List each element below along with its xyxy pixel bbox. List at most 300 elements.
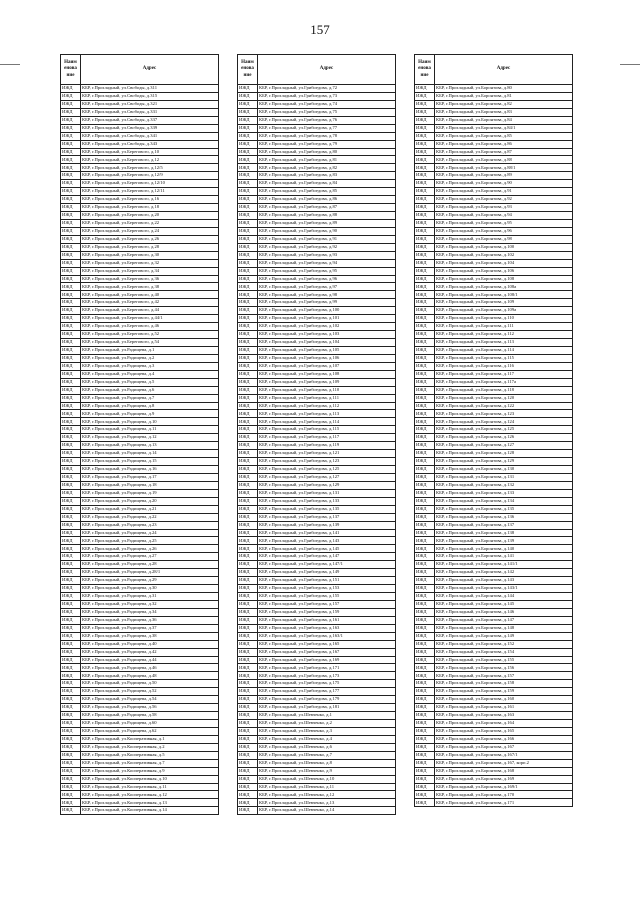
object-type-cell: ИЖД bbox=[238, 513, 258, 521]
table-row bbox=[238, 608, 396, 616]
object-type-cell: ИЖД bbox=[238, 267, 258, 275]
object-type-cell: ИЖД bbox=[415, 100, 435, 108]
table-row bbox=[238, 442, 396, 450]
table-row bbox=[61, 85, 219, 93]
object-type-cell: ИЖД bbox=[415, 315, 435, 323]
object-type-cell: ИЖД bbox=[61, 394, 81, 402]
object-type-cell: ИЖД bbox=[415, 767, 435, 775]
object-type-cell: ИЖД bbox=[415, 410, 435, 418]
table-row bbox=[415, 251, 573, 259]
object-type-cell: ИЖД bbox=[61, 505, 81, 513]
address-cell: КБР, г.Прохладный, ул.Грибоедова, д.99 bbox=[258, 299, 396, 307]
table-row bbox=[238, 450, 396, 458]
address-cell: КБР, г.Прохладный, ул.Грибоедова, д.78 bbox=[258, 132, 396, 140]
table-row bbox=[61, 386, 219, 394]
address-cell: КБР, г.Прохладный, ул.Грибоедова, д.153 bbox=[258, 585, 396, 593]
table-row bbox=[61, 251, 219, 259]
table-row bbox=[61, 696, 219, 704]
table-row bbox=[238, 219, 396, 227]
address-cell: КБР, г.Прохладный, ул.Грибоедова, д.79 bbox=[258, 140, 396, 148]
table-row bbox=[415, 529, 573, 537]
address-cell: КБР, г.Прохладный, ул.Боронтова, д.152 bbox=[435, 640, 573, 648]
address-cell: КБР, г.Прохладный, ул.Радищева, д.1 bbox=[81, 346, 219, 354]
object-type-cell: ИЖД bbox=[415, 283, 435, 291]
table-row bbox=[61, 458, 219, 466]
object-type-cell: ИЖД bbox=[415, 124, 435, 132]
address-cell: КБР, г.Прохладный, ул.Свободы, д.321 bbox=[81, 100, 219, 108]
object-type-cell: ИЖД bbox=[238, 505, 258, 513]
address-cell: КБР, г.Прохладный, ул.Берегового, д.42 bbox=[81, 299, 219, 307]
address-cell: КБР, г.Прохладный, ул.Шевченко, д.11 bbox=[258, 783, 396, 791]
table-row bbox=[238, 140, 396, 148]
table-row bbox=[415, 680, 573, 688]
address-cell: КБР, г.Прохладный, ул.Боронтова, д.96 bbox=[435, 227, 573, 235]
address-cell: КБР, г.Прохладный, ул.Радищева, д.27 bbox=[81, 553, 219, 561]
header-name-cell: Наим енова ние bbox=[61, 55, 81, 85]
address-cell: КБР, г.Прохладный, ул.Боронтова, д.168 bbox=[435, 767, 573, 775]
object-type-cell: ИЖД bbox=[415, 759, 435, 767]
address-cell: КБР, г.Прохладный, ул.Берегового, д.10 bbox=[81, 148, 219, 156]
table-row bbox=[238, 418, 396, 426]
object-type-cell: ИЖД bbox=[238, 410, 258, 418]
address-cell: КБР, г.Прохладный, ул.Грибоедова, д.127 bbox=[258, 473, 396, 481]
object-type-cell: ИЖД bbox=[238, 331, 258, 339]
object-type-cell: ИЖД bbox=[238, 489, 258, 497]
address-cell: КБР, г.Прохладный, ул.Свободы, д.315 bbox=[81, 92, 219, 100]
object-type-cell: ИЖД bbox=[415, 561, 435, 569]
table-row bbox=[415, 243, 573, 251]
object-type-cell: ИЖД bbox=[61, 489, 81, 497]
table-row bbox=[238, 315, 396, 323]
object-type-cell: ИЖД bbox=[61, 529, 81, 537]
table-row bbox=[415, 743, 573, 751]
object-type-cell: ИЖД bbox=[238, 767, 258, 775]
object-type-cell: ИЖД bbox=[61, 608, 81, 616]
object-type-cell: ИЖД bbox=[238, 243, 258, 251]
table-row bbox=[61, 100, 219, 108]
object-type-cell: ИЖД bbox=[238, 807, 258, 815]
table-row bbox=[61, 172, 219, 180]
address-cell: КБР, г.Прохладный, ул.Радищева, д.16 bbox=[81, 466, 219, 474]
address-cell: КБР, г.Прохладный, ул.Грибоедова, д.137 bbox=[258, 513, 396, 521]
object-type-cell: ИЖД bbox=[61, 164, 81, 172]
address-cell: КБР, г.Прохладный, ул.Радищева, д.3 bbox=[81, 362, 219, 370]
object-type-cell: ИЖД bbox=[61, 116, 81, 124]
table-row bbox=[415, 704, 573, 712]
table-row bbox=[61, 275, 219, 283]
object-type-cell: ИЖД bbox=[61, 235, 81, 243]
table-row bbox=[238, 704, 396, 712]
object-type-cell: ИЖД bbox=[415, 791, 435, 799]
object-type-cell: ИЖД bbox=[61, 418, 81, 426]
object-type-cell: ИЖД bbox=[61, 751, 81, 759]
object-type-cell: ИЖД bbox=[61, 648, 81, 656]
object-type-cell: ИЖД bbox=[61, 688, 81, 696]
header-address-cell: Адрес bbox=[81, 55, 219, 85]
table-row bbox=[415, 196, 573, 204]
object-type-cell: ИЖД bbox=[238, 426, 258, 434]
address-cell: КБР, г.Прохладный, ул.Боронтова, д.133 bbox=[435, 489, 573, 497]
table-row bbox=[238, 807, 396, 815]
object-type-cell: ИЖД bbox=[238, 664, 258, 672]
object-type-cell: ИЖД bbox=[415, 640, 435, 648]
table-row bbox=[61, 680, 219, 688]
table-row bbox=[415, 354, 573, 362]
object-type-cell: ИЖД bbox=[61, 204, 81, 212]
table-row bbox=[61, 529, 219, 537]
address-cell: КБР, г.Прохладный, ул.Радищева, д.24 bbox=[81, 529, 219, 537]
address-cell: КБР, г.Прохладный, ул.Радищева, д.60 bbox=[81, 720, 219, 728]
object-type-cell: ИЖД bbox=[61, 450, 81, 458]
object-type-cell: ИЖД bbox=[415, 172, 435, 180]
table-row bbox=[415, 521, 573, 529]
address-cell: КБР, г.Прохладный, ул.Грибоедова, д.131 bbox=[258, 489, 396, 497]
address-cell: КБР, г.Прохладный, ул.Боронтова, д.134 bbox=[435, 497, 573, 505]
address-cell: КБР, г.Прохладный, ул.Боронтова, д.117 bbox=[435, 370, 573, 378]
table-row bbox=[415, 418, 573, 426]
address-cell: КБР, г.Прохладный, ул.Боронтова, д.86 bbox=[435, 140, 573, 148]
table-row bbox=[61, 267, 219, 275]
table-row bbox=[238, 497, 396, 505]
object-type-cell: ИЖД bbox=[61, 799, 81, 807]
table-row bbox=[415, 767, 573, 775]
address-cell: КБР, г.Прохладный, ул.Грибоедова, д.112 bbox=[258, 402, 396, 410]
object-type-cell: ИЖД bbox=[61, 402, 81, 410]
address-cell: КБР, г.Прохладный, ул.Радищева, д.56 bbox=[81, 704, 219, 712]
object-type-cell: ИЖД bbox=[238, 227, 258, 235]
header-address-cell: Адрес bbox=[435, 55, 573, 85]
table-row bbox=[61, 156, 219, 164]
object-type-cell: ИЖД bbox=[415, 664, 435, 672]
object-type-cell: ИЖД bbox=[61, 85, 81, 93]
address-cell: КБР, г.Прохладный, ул.Грибоедова, д.133 bbox=[258, 497, 396, 505]
object-type-cell: ИЖД bbox=[415, 108, 435, 116]
address-cell: КБР, г.Прохладный, ул.Грибоедова, д.121 bbox=[258, 450, 396, 458]
address-cell: КБР, г.Прохладный, ул.Шевченко, д.12 bbox=[258, 791, 396, 799]
table-row bbox=[61, 315, 219, 323]
address-cell: КБР, г.Прохладный, ул.Радищева, д.22 bbox=[81, 513, 219, 521]
address-cell: КБР, г.Прохладный, ул.Шевченко, д.7 bbox=[258, 751, 396, 759]
table-row bbox=[238, 680, 396, 688]
object-type-cell: ИЖД bbox=[415, 267, 435, 275]
object-type-cell: ИЖД bbox=[238, 497, 258, 505]
object-type-cell: ИЖД bbox=[415, 212, 435, 220]
object-type-cell: ИЖД bbox=[61, 251, 81, 259]
address-cell: КБР, г.Прохладный, ул.Кооперативная, д.11 bbox=[81, 783, 219, 791]
table-row bbox=[238, 640, 396, 648]
address-cell: КБР, г.Прохладный, ул.Боронтова, д.171 bbox=[435, 799, 573, 807]
address-cell: КБР, г.Прохладный, ул.Грибоедова, д.84 bbox=[258, 180, 396, 188]
table-row bbox=[61, 648, 219, 656]
table-row bbox=[415, 735, 573, 743]
table-row bbox=[415, 561, 573, 569]
table-row bbox=[238, 767, 396, 775]
object-type-cell: ИЖД bbox=[238, 132, 258, 140]
table-row bbox=[415, 323, 573, 331]
table-row bbox=[61, 640, 219, 648]
object-type-cell: ИЖД bbox=[238, 291, 258, 299]
object-type-cell: ИЖД bbox=[61, 275, 81, 283]
address-cell: КБР, г.Прохладный, ул.Берегового, д.24 bbox=[81, 227, 219, 235]
table-row bbox=[238, 196, 396, 204]
address-cell: КБР, г.Прохладный, ул.Боронтова, д.142 bbox=[435, 569, 573, 577]
object-type-cell: ИЖД bbox=[238, 283, 258, 291]
object-type-cell: ИЖД bbox=[415, 346, 435, 354]
table-row bbox=[415, 656, 573, 664]
address-cell: КБР, г.Прохладный, ул.Грибоедова, д.113 bbox=[258, 410, 396, 418]
object-type-cell: ИЖД bbox=[61, 442, 81, 450]
table-row bbox=[415, 497, 573, 505]
table-row bbox=[61, 624, 219, 632]
address-cell: КБР, г.Прохладный, ул.Боронтова, д.144 bbox=[435, 593, 573, 601]
table-row bbox=[238, 227, 396, 235]
table-row bbox=[238, 664, 396, 672]
table-row bbox=[61, 593, 219, 601]
object-type-cell: ИЖД bbox=[415, 426, 435, 434]
table-row bbox=[61, 132, 219, 140]
table-row bbox=[238, 124, 396, 132]
address-cell: КБР, г.Прохладный, ул.Берегового, д.18 bbox=[81, 204, 219, 212]
table-row bbox=[238, 513, 396, 521]
object-type-cell: ИЖД bbox=[238, 553, 258, 561]
address-cell: КБР, г.Прохладный, ул.Боронтова, д.118 bbox=[435, 386, 573, 394]
table-row bbox=[415, 664, 573, 672]
object-type-cell: ИЖД bbox=[415, 585, 435, 593]
address-cell: КБР, г.Прохладный, ул.Свободы, д.339 bbox=[81, 124, 219, 132]
address-cell: КБР, г.Прохладный, ул.Берегового, д.22 bbox=[81, 219, 219, 227]
object-type-cell: ИЖД bbox=[415, 577, 435, 585]
table-row bbox=[415, 204, 573, 212]
header-name-cell: Наим енова ние bbox=[238, 55, 258, 85]
address-cell: КБР, г.Прохладный, ул.Боронтова, д.113 bbox=[435, 339, 573, 347]
object-type-cell: ИЖД bbox=[238, 275, 258, 283]
object-type-cell: ИЖД bbox=[61, 624, 81, 632]
table-row bbox=[61, 323, 219, 331]
address-cell: КБР, г.Прохладный, ул.Боронтова, д.136 bbox=[435, 513, 573, 521]
address-cell: КБР, г.Прохладный, ул.Радищева, д.14 bbox=[81, 450, 219, 458]
object-type-cell: ИЖД bbox=[238, 124, 258, 132]
address-cell: КБР, г.Прохладный, ул.Радищева, д.44 bbox=[81, 656, 219, 664]
table-row bbox=[415, 577, 573, 585]
address-cell: КБР, г.Прохладный, ул.Боронтова, д.128 bbox=[435, 450, 573, 458]
object-type-cell: ИЖД bbox=[61, 434, 81, 442]
address-cell: КБР, г.Прохладный, ул.Боронтова, д.92 bbox=[435, 196, 573, 204]
address-cell: КБР, г.Прохладный, ул.Грибоедова, д.135 bbox=[258, 505, 396, 513]
address-table-left bbox=[60, 54, 219, 815]
table-row bbox=[415, 442, 573, 450]
address-cell: КБР, г.Прохладный, ул.Грибоедова, д.105 bbox=[258, 346, 396, 354]
address-cell: КБР, г.Прохладный, ул.Грибоедова, д.129 bbox=[258, 481, 396, 489]
object-type-cell: ИЖД bbox=[238, 458, 258, 466]
address-cell: КБР, г.Прохладный, ул.Боронтова, д.110 bbox=[435, 315, 573, 323]
address-cell: КБР, г.Прохладный, ул.Грибоедова, д.149 bbox=[258, 569, 396, 577]
table-row bbox=[61, 537, 219, 545]
table-row bbox=[415, 156, 573, 164]
address-cell: КБР, г.Прохладный, ул.Радищева, д.52 bbox=[81, 688, 219, 696]
table-row bbox=[415, 727, 573, 735]
object-type-cell: ИЖД bbox=[61, 259, 81, 267]
table-row bbox=[415, 569, 573, 577]
table-row bbox=[61, 259, 219, 267]
address-cell: КБР, г.Прохладный, ул.Берегового, д.44/1 bbox=[81, 315, 219, 323]
object-type-cell: ИЖД bbox=[61, 481, 81, 489]
table-row bbox=[415, 283, 573, 291]
object-type-cell: ИЖД bbox=[61, 672, 81, 680]
address-cell: КБР, г.Прохладный, ул.Радищева, д.58 bbox=[81, 712, 219, 720]
object-type-cell: ИЖД bbox=[238, 775, 258, 783]
table-row bbox=[61, 291, 219, 299]
object-type-cell: ИЖД bbox=[415, 466, 435, 474]
object-type-cell: ИЖД bbox=[61, 600, 81, 608]
table-row bbox=[61, 434, 219, 442]
address-cell: КБР, г.Прохладный, ул.Боронтова, д.165 bbox=[435, 727, 573, 735]
table-row bbox=[238, 275, 396, 283]
table-row bbox=[61, 632, 219, 640]
table-row bbox=[238, 116, 396, 124]
table-row bbox=[238, 259, 396, 267]
address-cell: КБР, г.Прохладный, ул.Грибоедова, д.83 bbox=[258, 172, 396, 180]
address-cell: КБР, г.Прохладный, ул.Радищева, д.7 bbox=[81, 394, 219, 402]
object-type-cell: ИЖД bbox=[415, 188, 435, 196]
table-row bbox=[61, 418, 219, 426]
object-type-cell: ИЖД bbox=[415, 696, 435, 704]
object-type-cell: ИЖД bbox=[238, 140, 258, 148]
address-cell: КБР, г.Прохладный, ул.Грибоедова, д.163/1 bbox=[258, 632, 396, 640]
address-cell: КБР, г.Прохладный, ул.Кооперативная, д.2 bbox=[81, 743, 219, 751]
table-row bbox=[238, 188, 396, 196]
address-cell: КБР, г.Прохладный, ул.Шевченко, д.8 bbox=[258, 759, 396, 767]
table-row bbox=[238, 672, 396, 680]
address-cell: КБР, г.Прохладный, ул.Грибоедова, д.123 bbox=[258, 458, 396, 466]
object-type-cell: ИЖД bbox=[415, 688, 435, 696]
object-type-cell: ИЖД bbox=[61, 212, 81, 220]
object-type-cell: ИЖД bbox=[415, 251, 435, 259]
table-row bbox=[61, 759, 219, 767]
address-cell: КБР, г.Прохладный, ул.Грибоедова, д.104 bbox=[258, 339, 396, 347]
table-row bbox=[238, 521, 396, 529]
table-row bbox=[415, 513, 573, 521]
object-type-cell: ИЖД bbox=[61, 267, 81, 275]
object-type-cell: ИЖД bbox=[415, 354, 435, 362]
address-cell: КБР, г.Прохладный, ул.Боронтова, д.135 bbox=[435, 505, 573, 513]
table-row bbox=[238, 688, 396, 696]
table-row bbox=[238, 593, 396, 601]
table-row bbox=[238, 148, 396, 156]
object-type-cell: ИЖД bbox=[238, 402, 258, 410]
object-type-cell: ИЖД bbox=[238, 386, 258, 394]
object-type-cell: ИЖД bbox=[238, 354, 258, 362]
address-cell: КБР, г.Прохладный, ул.Грибоедова, д.88 bbox=[258, 212, 396, 220]
table-row bbox=[415, 585, 573, 593]
table-row bbox=[238, 156, 396, 164]
table-row bbox=[61, 767, 219, 775]
table-row bbox=[61, 608, 219, 616]
address-cell: КБР, г.Прохладный, ул.Грибоедова, д.145 bbox=[258, 545, 396, 553]
address-cell: КБР, г.Прохладный, ул.Свободы, д.331 bbox=[81, 108, 219, 116]
table-row bbox=[61, 727, 219, 735]
object-type-cell: ИЖД bbox=[61, 140, 81, 148]
table-row bbox=[415, 100, 573, 108]
address-cell: КБР, г.Прохладный, ул.Грибоедова, д.107 bbox=[258, 362, 396, 370]
header-rule-left bbox=[0, 64, 20, 65]
table-row bbox=[415, 299, 573, 307]
table-row bbox=[415, 537, 573, 545]
table-row bbox=[61, 497, 219, 505]
object-type-cell: ИЖД bbox=[238, 148, 258, 156]
object-type-cell: ИЖД bbox=[415, 553, 435, 561]
object-type-cell: ИЖД bbox=[61, 473, 81, 481]
object-type-cell: ИЖД bbox=[61, 100, 81, 108]
object-type-cell: ИЖД bbox=[61, 156, 81, 164]
table-row bbox=[61, 481, 219, 489]
table-row bbox=[238, 545, 396, 553]
object-type-cell: ИЖД bbox=[238, 481, 258, 489]
address-cell: КБР, г.Прохладный, ул.Боронтова, д.117а bbox=[435, 378, 573, 386]
object-type-cell: ИЖД bbox=[415, 386, 435, 394]
table-row bbox=[238, 712, 396, 720]
table-row bbox=[415, 148, 573, 156]
table-row bbox=[238, 180, 396, 188]
table-row bbox=[238, 783, 396, 791]
object-type-cell: ИЖД bbox=[238, 624, 258, 632]
table-row bbox=[238, 624, 396, 632]
object-type-cell: ИЖД bbox=[61, 386, 81, 394]
object-type-cell: ИЖД bbox=[61, 497, 81, 505]
object-type-cell: ИЖД bbox=[415, 331, 435, 339]
table-row bbox=[415, 632, 573, 640]
table-row bbox=[61, 124, 219, 132]
object-type-cell: ИЖД bbox=[238, 672, 258, 680]
object-type-cell: ИЖД bbox=[61, 585, 81, 593]
address-cell: КБР, г.Прохладный, ул.Боронтова, д.126 bbox=[435, 434, 573, 442]
address-cell: КБР, г.Прохладный, ул.Радищева, д.9 bbox=[81, 410, 219, 418]
address-cell: КБР, г.Прохладный, ул.Радищева, д.25 bbox=[81, 537, 219, 545]
address-cell: КБР, г.Прохладный, ул.Грибоедова, д.73 bbox=[258, 92, 396, 100]
address-cell: КБР, г.Прохладный, ул.Радищева, д.4 bbox=[81, 370, 219, 378]
address-cell: КБР, г.Прохладный, ул.Грибоедова, д.161 bbox=[258, 616, 396, 624]
table-row bbox=[61, 775, 219, 783]
table-row bbox=[61, 751, 219, 759]
address-cell: КБР, г.Прохладный, ул.Берегового, д.38 bbox=[81, 283, 219, 291]
table-row bbox=[415, 648, 573, 656]
address-cell: КБР, г.Прохладный, ул.Боронтова, д.140 bbox=[435, 545, 573, 553]
table-row bbox=[415, 783, 573, 791]
object-type-cell: ИЖД bbox=[61, 593, 81, 601]
address-cell: КБР, г.Прохладный, ул.Радищева, д.5 bbox=[81, 378, 219, 386]
object-type-cell: ИЖД bbox=[415, 727, 435, 735]
address-cell: КБР, г.Прохладный, ул.Шевченко, д.3 bbox=[258, 727, 396, 735]
object-type-cell: ИЖД bbox=[415, 648, 435, 656]
table-row bbox=[238, 92, 396, 100]
address-cell: КБР, г.Прохладный, ул.Грибоедова, д.81 bbox=[258, 156, 396, 164]
address-cell: КБР, г.Прохладный, ул.Боронтова, д.169 bbox=[435, 775, 573, 783]
object-type-cell: ИЖД bbox=[238, 783, 258, 791]
object-type-cell: ИЖД bbox=[415, 164, 435, 172]
table-row bbox=[415, 434, 573, 442]
table-row bbox=[415, 775, 573, 783]
table-row bbox=[61, 561, 219, 569]
address-cell: КБР, г.Прохладный, ул.Грибоедова, д.102 bbox=[258, 323, 396, 331]
table-row bbox=[61, 362, 219, 370]
address-cell: КБР, г.Прохладный, ул.Берегового, д.40 bbox=[81, 291, 219, 299]
address-cell: КБР, г.Прохладный, ул.Боронтова, д.80 bbox=[435, 85, 573, 93]
table-row bbox=[238, 743, 396, 751]
object-type-cell: ИЖД bbox=[238, 346, 258, 354]
object-type-cell: ИЖД bbox=[61, 537, 81, 545]
table-row bbox=[61, 180, 219, 188]
address-cell: КБР, г.Прохладный, ул.Радищева, д.17 bbox=[81, 473, 219, 481]
address-cell: КБР, г.Прохладный, ул.Боронтова, д.156 bbox=[435, 664, 573, 672]
